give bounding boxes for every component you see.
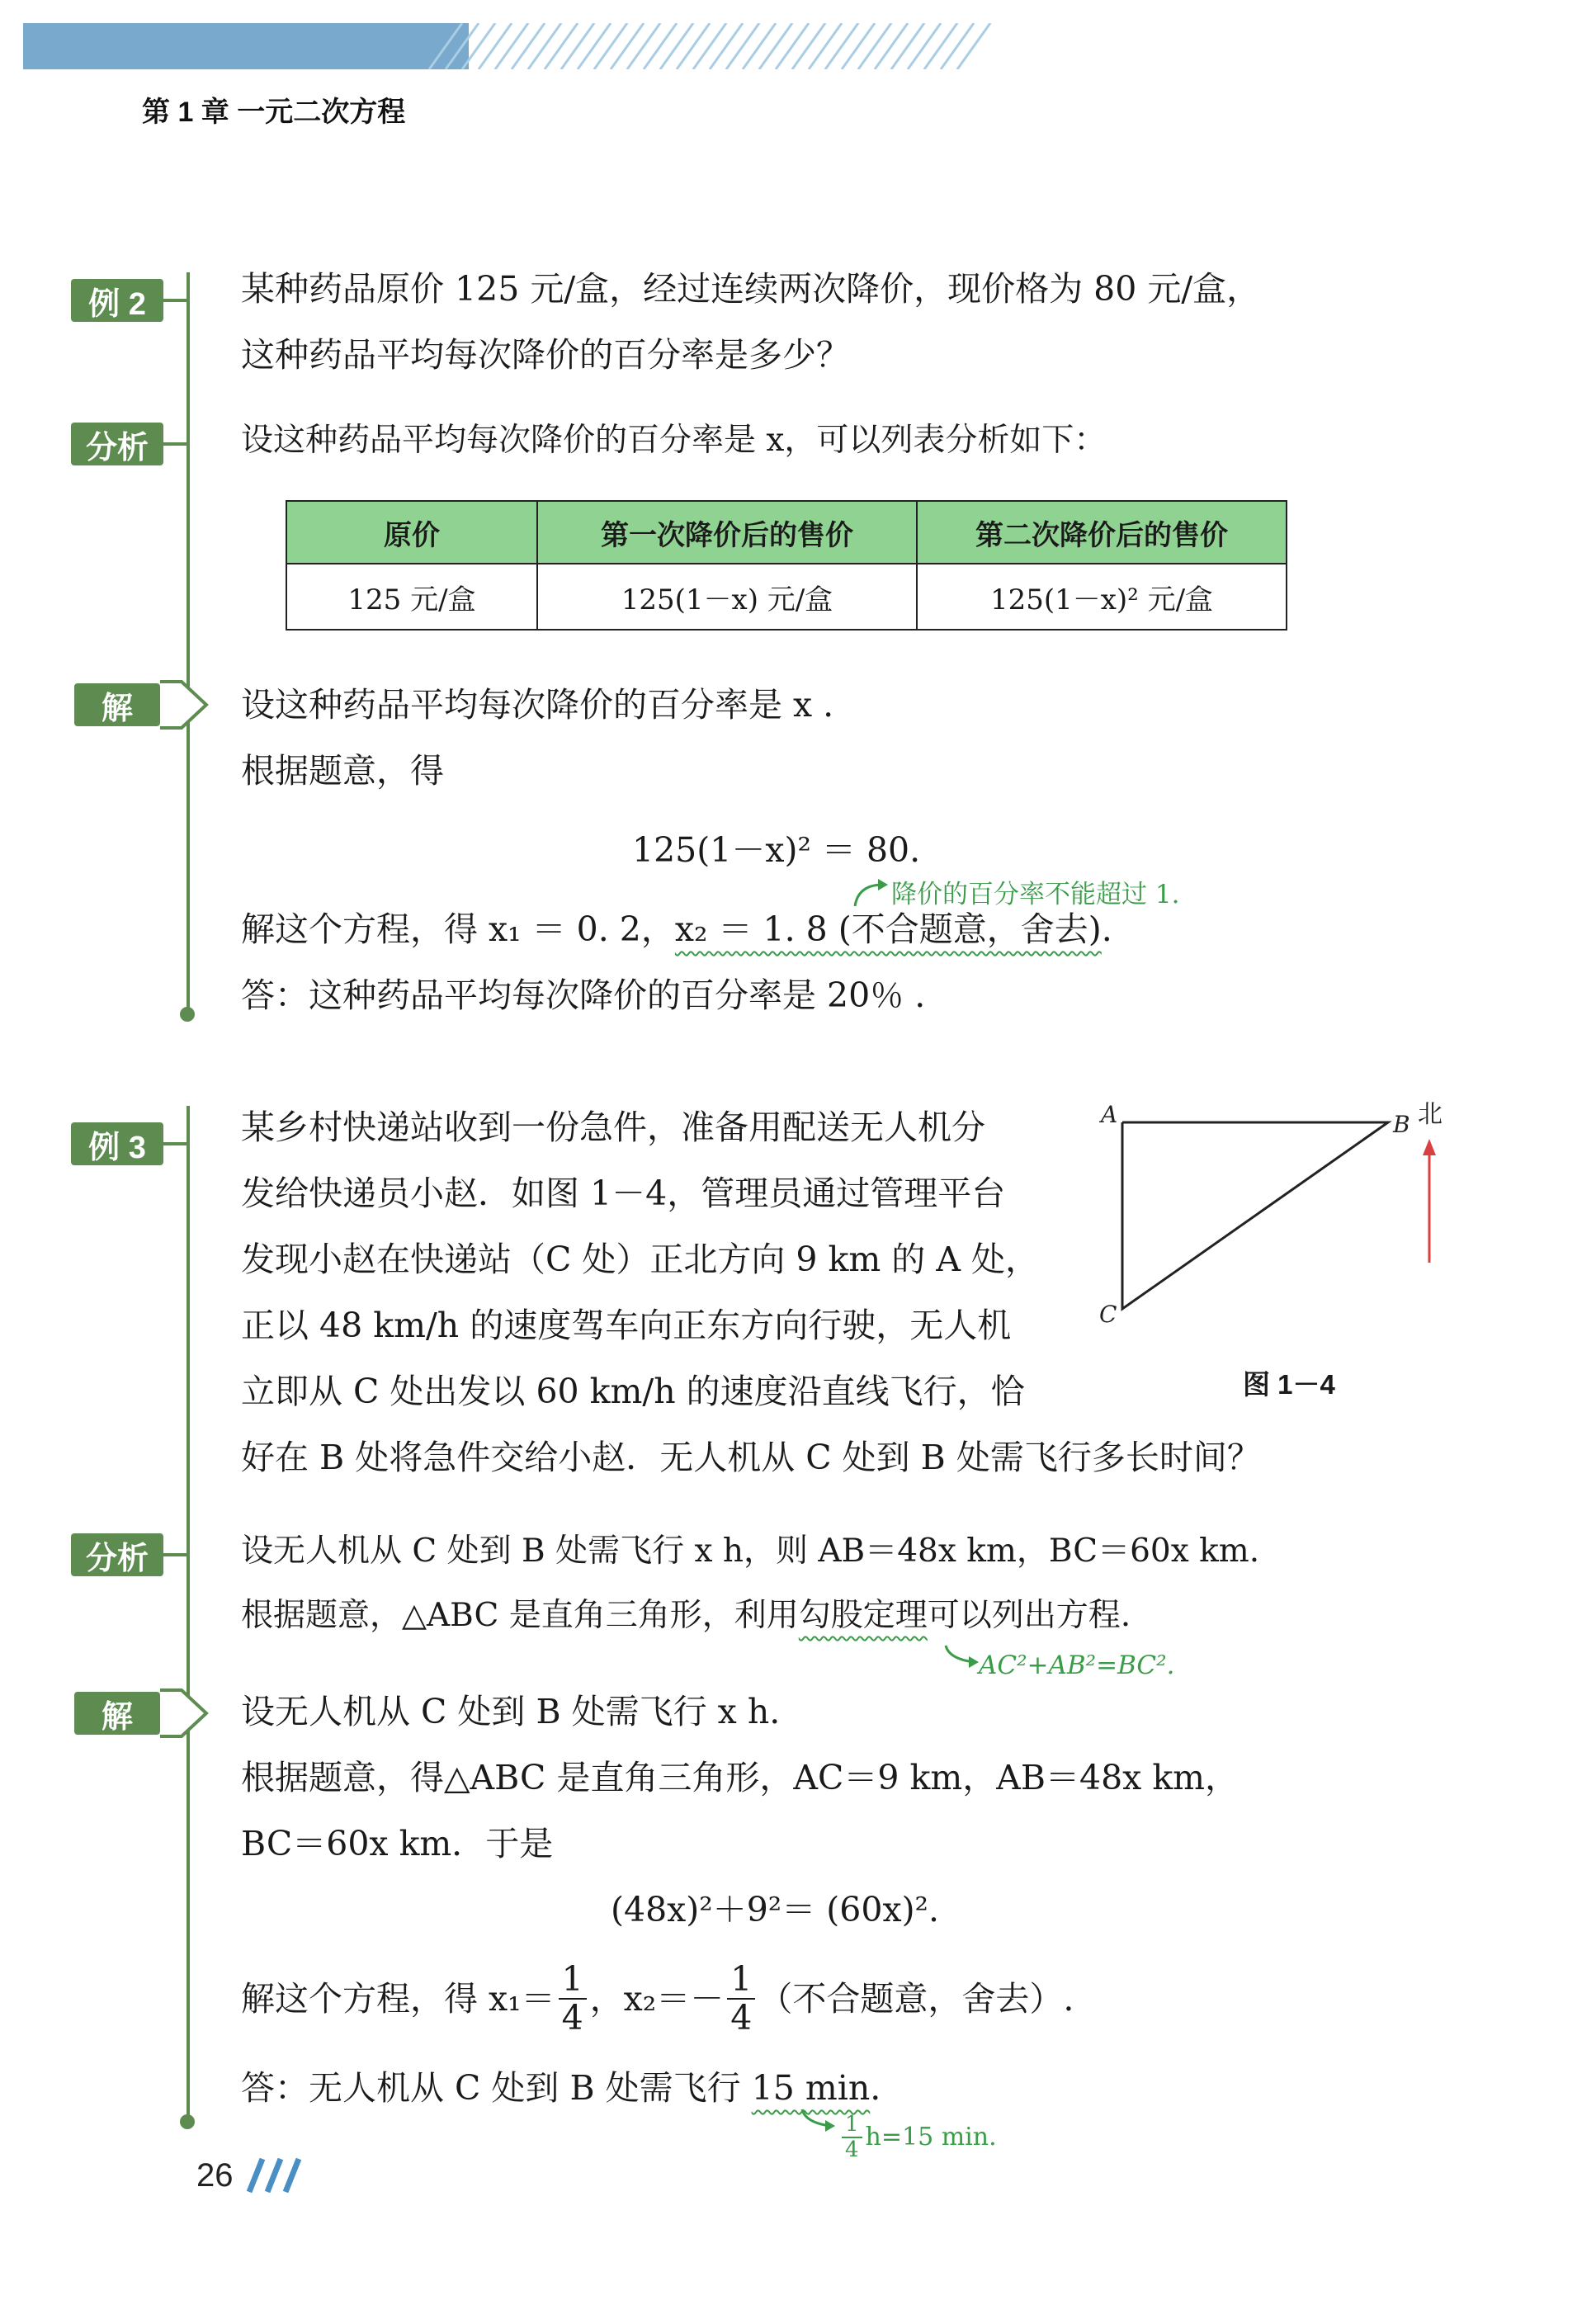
header-stripes	[413, 23, 1007, 69]
north-label: 北	[1418, 1100, 1443, 1129]
example2-analysis-text: 设这种药品平均每次降价的百分率是 x，可以列表分析如下：	[241, 422, 1107, 459]
example3-rail	[187, 1106, 190, 2123]
fraction-numerator: 1	[727, 1961, 755, 2000]
example3-analysis-tick	[163, 1553, 187, 1556]
fraction-one-quarter	[559, 1961, 587, 2037]
example3-line: 正以 48 km/h 的速度驾车向正东方向行驶，无人机	[241, 1306, 1012, 1345]
north-arrow-head-icon	[1423, 1139, 1436, 1155]
example3-label: 例 3	[71, 1122, 163, 1165]
example3-answer	[241, 2068, 881, 2108]
example3-solution-label: 解	[74, 1692, 160, 1735]
fraction-denominator: 4	[561, 1998, 583, 2038]
table-header: 第二次降价后的售价	[917, 501, 1287, 564]
note-text: h=15 min.	[865, 2123, 997, 2152]
vertex-c: C	[1099, 1301, 1117, 1328]
example3-note1: AC²+AB²=BC².	[979, 1651, 1175, 1680]
example2-rail	[187, 272, 190, 1015]
example2-question-line1: 某种药品原价 125 元/盒，经过连续两次降价，现价格为 80 元/盒，	[241, 269, 1261, 309]
note-arrow-icon	[850, 876, 891, 909]
example2-analysis-label: 分析	[71, 423, 163, 465]
table-cell: 125(1－x)² 元/盒	[917, 564, 1287, 630]
fraction-numerator: 1	[559, 1961, 587, 2000]
period: .	[1101, 909, 1112, 949]
note-arrow-icon	[941, 1642, 982, 1675]
page-slashes-icon	[238, 2156, 304, 2194]
example3-line: 好在 B 处将急件交给小赵．无人机从 C 处到 B 处需飞行多长时间？	[241, 1438, 1261, 1477]
example3-solution-line1: 设无人机从 C 处到 B 处需飞行 x h.	[241, 1692, 781, 1731]
example3-analysis-line2	[241, 1599, 1131, 1632]
example2-note: 降价的百分率不能超过 1.	[891, 880, 1180, 909]
vertex-b: B	[1393, 1111, 1410, 1138]
example2-tick	[163, 299, 187, 302]
example2-solution-line3	[241, 909, 1112, 949]
fraction-denominator: 4	[730, 1998, 753, 2038]
fraction-numerator: 1	[842, 2113, 862, 2138]
analysis-text: 可以列出方程.	[927, 1597, 1131, 1634]
table-header-row	[286, 501, 1287, 564]
example3-equation: (48x)²＋9²＝ (60x)².	[611, 1890, 940, 1929]
header-band	[23, 23, 469, 69]
example3-line: 某乡村快递站收到一份急件，准备用配送无人机分	[241, 1108, 985, 1147]
example3-line: 发现小赵在快递站（C 处）正北方向 9 km 的 A 处，	[241, 1240, 1039, 1279]
note-arrow-icon	[797, 2106, 838, 2139]
example3-line: 发给快递员小赵．如图 1－4，管理员通过管理平台	[241, 1174, 1006, 1213]
table-cell: 125 元/盒	[286, 564, 537, 630]
table-row	[286, 564, 1287, 630]
answer-value: 15 min	[751, 2068, 871, 2108]
table-header: 第一次降价后的售价	[537, 501, 917, 564]
example3-solution-line2: 根据题意，得△ABC 是直角三角形，AC＝9 km，AB＝48x km，	[241, 1758, 1239, 1797]
fraction-one-quarter	[727, 1961, 755, 2037]
analysis-text: 根据题意，△ABC 是直角三角形，利用	[241, 1597, 799, 1634]
example2-solution-line1: 设这种药品平均每次降价的百分率是 x .	[241, 685, 834, 725]
example2-solution-label: 解	[74, 683, 160, 726]
solution-text: ，x₂＝－	[589, 1978, 725, 2019]
solution-text: 解这个方程，得 x₁ ＝ 0. 2，	[241, 909, 675, 949]
pythagorean-theorem: 勾股定理	[798, 1597, 928, 1634]
example3-note2	[838, 2113, 997, 2161]
example2-analysis-tick	[163, 442, 187, 446]
example3-solution-line4	[241, 1961, 1074, 2037]
example2-solution-line2: 根据题意，得	[241, 751, 444, 791]
solution-arrow-icon	[160, 1687, 211, 1740]
solution-arrow-icon	[160, 678, 211, 731]
solution-text: （不合题意，舍去）.	[758, 1978, 1074, 2019]
example3-tick	[163, 1142, 187, 1145]
example2-equation: 125(1－x)² ＝ 80.	[632, 830, 921, 870]
chapter-title: 第 1 章 一元二次方程	[142, 97, 406, 128]
example3-solution-line3: BC＝60x km．于是	[241, 1824, 554, 1863]
answer-text: 答：无人机从 C 处到 B 处需飞行	[241, 2068, 752, 2108]
fraction-denominator: 4	[845, 2137, 859, 2162]
example2-label: 例 2	[71, 279, 163, 322]
example2-answer: 答：这种药品平均每次降价的百分率是 20％ .	[241, 975, 926, 1015]
table-cell: 125(1－x) 元/盒	[537, 564, 917, 630]
vertex-a: A	[1101, 1101, 1118, 1128]
price-table	[286, 500, 1287, 631]
solution-text: 解这个方程，得 x₁＝	[241, 1978, 555, 2019]
fraction-one-quarter	[842, 2113, 862, 2161]
example3-analysis-label: 分析	[71, 1533, 163, 1576]
example2-rail-end	[180, 1007, 195, 1022]
period: .	[870, 2068, 881, 2108]
example3-line: 立即从 C 处出发以 60 km/h 的速度沿直线飞行，恰	[241, 1372, 1025, 1411]
triangle-figure	[1089, 1089, 1452, 1337]
triangle-abc	[1122, 1122, 1388, 1309]
example3-rail-end	[180, 2114, 195, 2129]
figure-caption: 图 1－4	[1243, 1369, 1335, 1400]
rejected-root: x₂ ＝ 1. 8 (不合题意，舍去)	[674, 909, 1102, 949]
example2-question-line2: 这种药品平均每次降价的百分率是多少？	[241, 335, 850, 375]
page-number: 26	[196, 2157, 234, 2194]
table-header: 原价	[286, 501, 537, 564]
example3-analysis-line1: 设无人机从 C 处到 B 处需飞行 x h，则 AB＝48x km，BC＝60x km.	[241, 1533, 1260, 1570]
